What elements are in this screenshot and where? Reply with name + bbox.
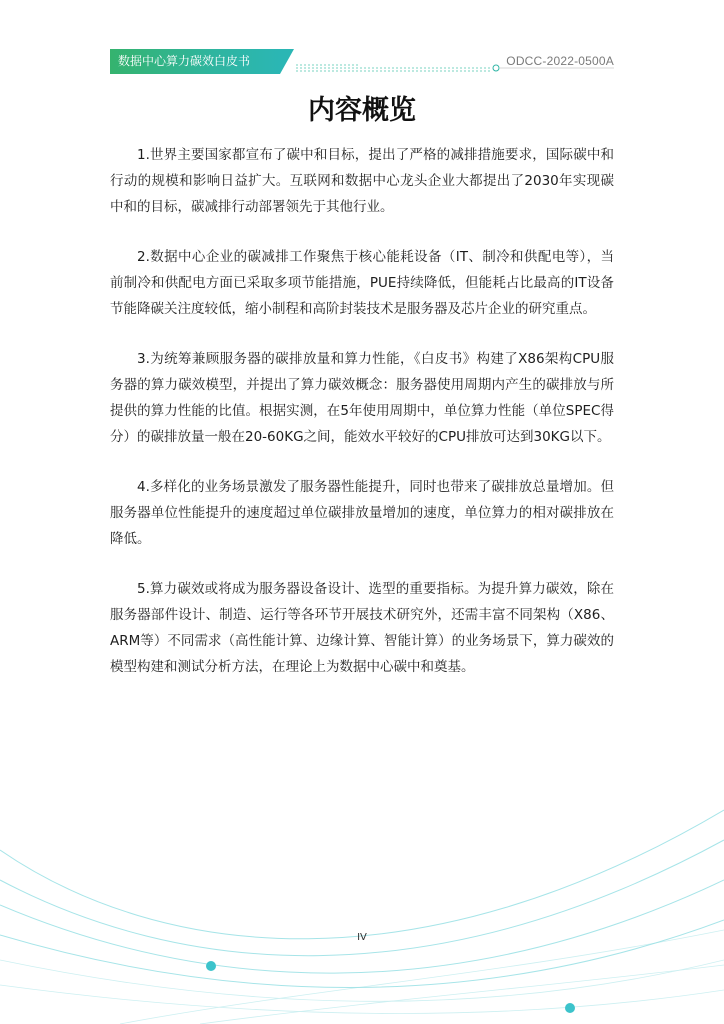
- paragraph-4: 4.多样化的业务场景激发了服务器性能提升，同时也带来了碳排放总量增加。但服务器单位性能提升的速度超过单位碳排放量增加的速度，单位算力的相对碳排放在降低。: [110, 479, 614, 547]
- paragraph-3: 3.为统筹兼顾服务器的碳排放量和算力性能，《白皮书》构建了X86架构CPU服务器的算力碳效模型，并提出了算力碳效概念：服务器使用周期内产生的碳排放与所提供的算力性能的比值。根据实测，在5年使用周期中，单位算力性能（单位SPEC得分）的碳排放量一般在20-60KG之间，能效水平较好的CPU排放可达到30KG以下。: [110, 351, 614, 445]
- header-tab-end: [280, 49, 294, 74]
- header-decoration: [0, 40, 724, 80]
- header-tab: [110, 49, 280, 74]
- header-tab-title: 数据中心算力碳效白皮书: [118, 54, 251, 68]
- paragraph-5: 5.算力碳效或将成为服务器设备设计、选型的重要指标。为提升算力碳效，除在服务器部件设计、制造、运行等各环节开展技术研究外，还需丰富不同架构（X86、ARM等）不同需求（高性能计算、边缘计算、智能计算）的业务场景下，算力碳效的模型构建和测试分析方法，在理论上为数据中心碳中和奠基。: [110, 581, 614, 675]
- page-number: IV: [357, 932, 367, 943]
- wave-dot-left: [206, 961, 216, 971]
- document-code: ODCC-2022-0500A: [506, 54, 614, 68]
- content-body: [110, 142, 614, 704]
- wave-dot-right: [565, 1003, 575, 1013]
- page-title: 内容概览: [308, 95, 416, 126]
- paragraph-2: 2.数据中心企业的碳减排工作聚焦于核心能耗设备（IT、制冷和供配电等），当前制冷和供配电方面已采取多项节能措施，PUE持续降低，但能耗占比最高的IT设备节能降碳关注度较低，缩小制程和高阶封装技术是服务器及芯片企业的研究重点。: [110, 249, 614, 317]
- paragraph-1: 1.世界主要国家都宣布了碳中和目标，提出了严格的减排措施要求，国际碳中和行动的规模和影响日益扩大。互联网和数据中心龙头企业大都提出了2030年实现碳中和的目标，碳减排行动部署领先于其他行业。: [110, 147, 614, 215]
